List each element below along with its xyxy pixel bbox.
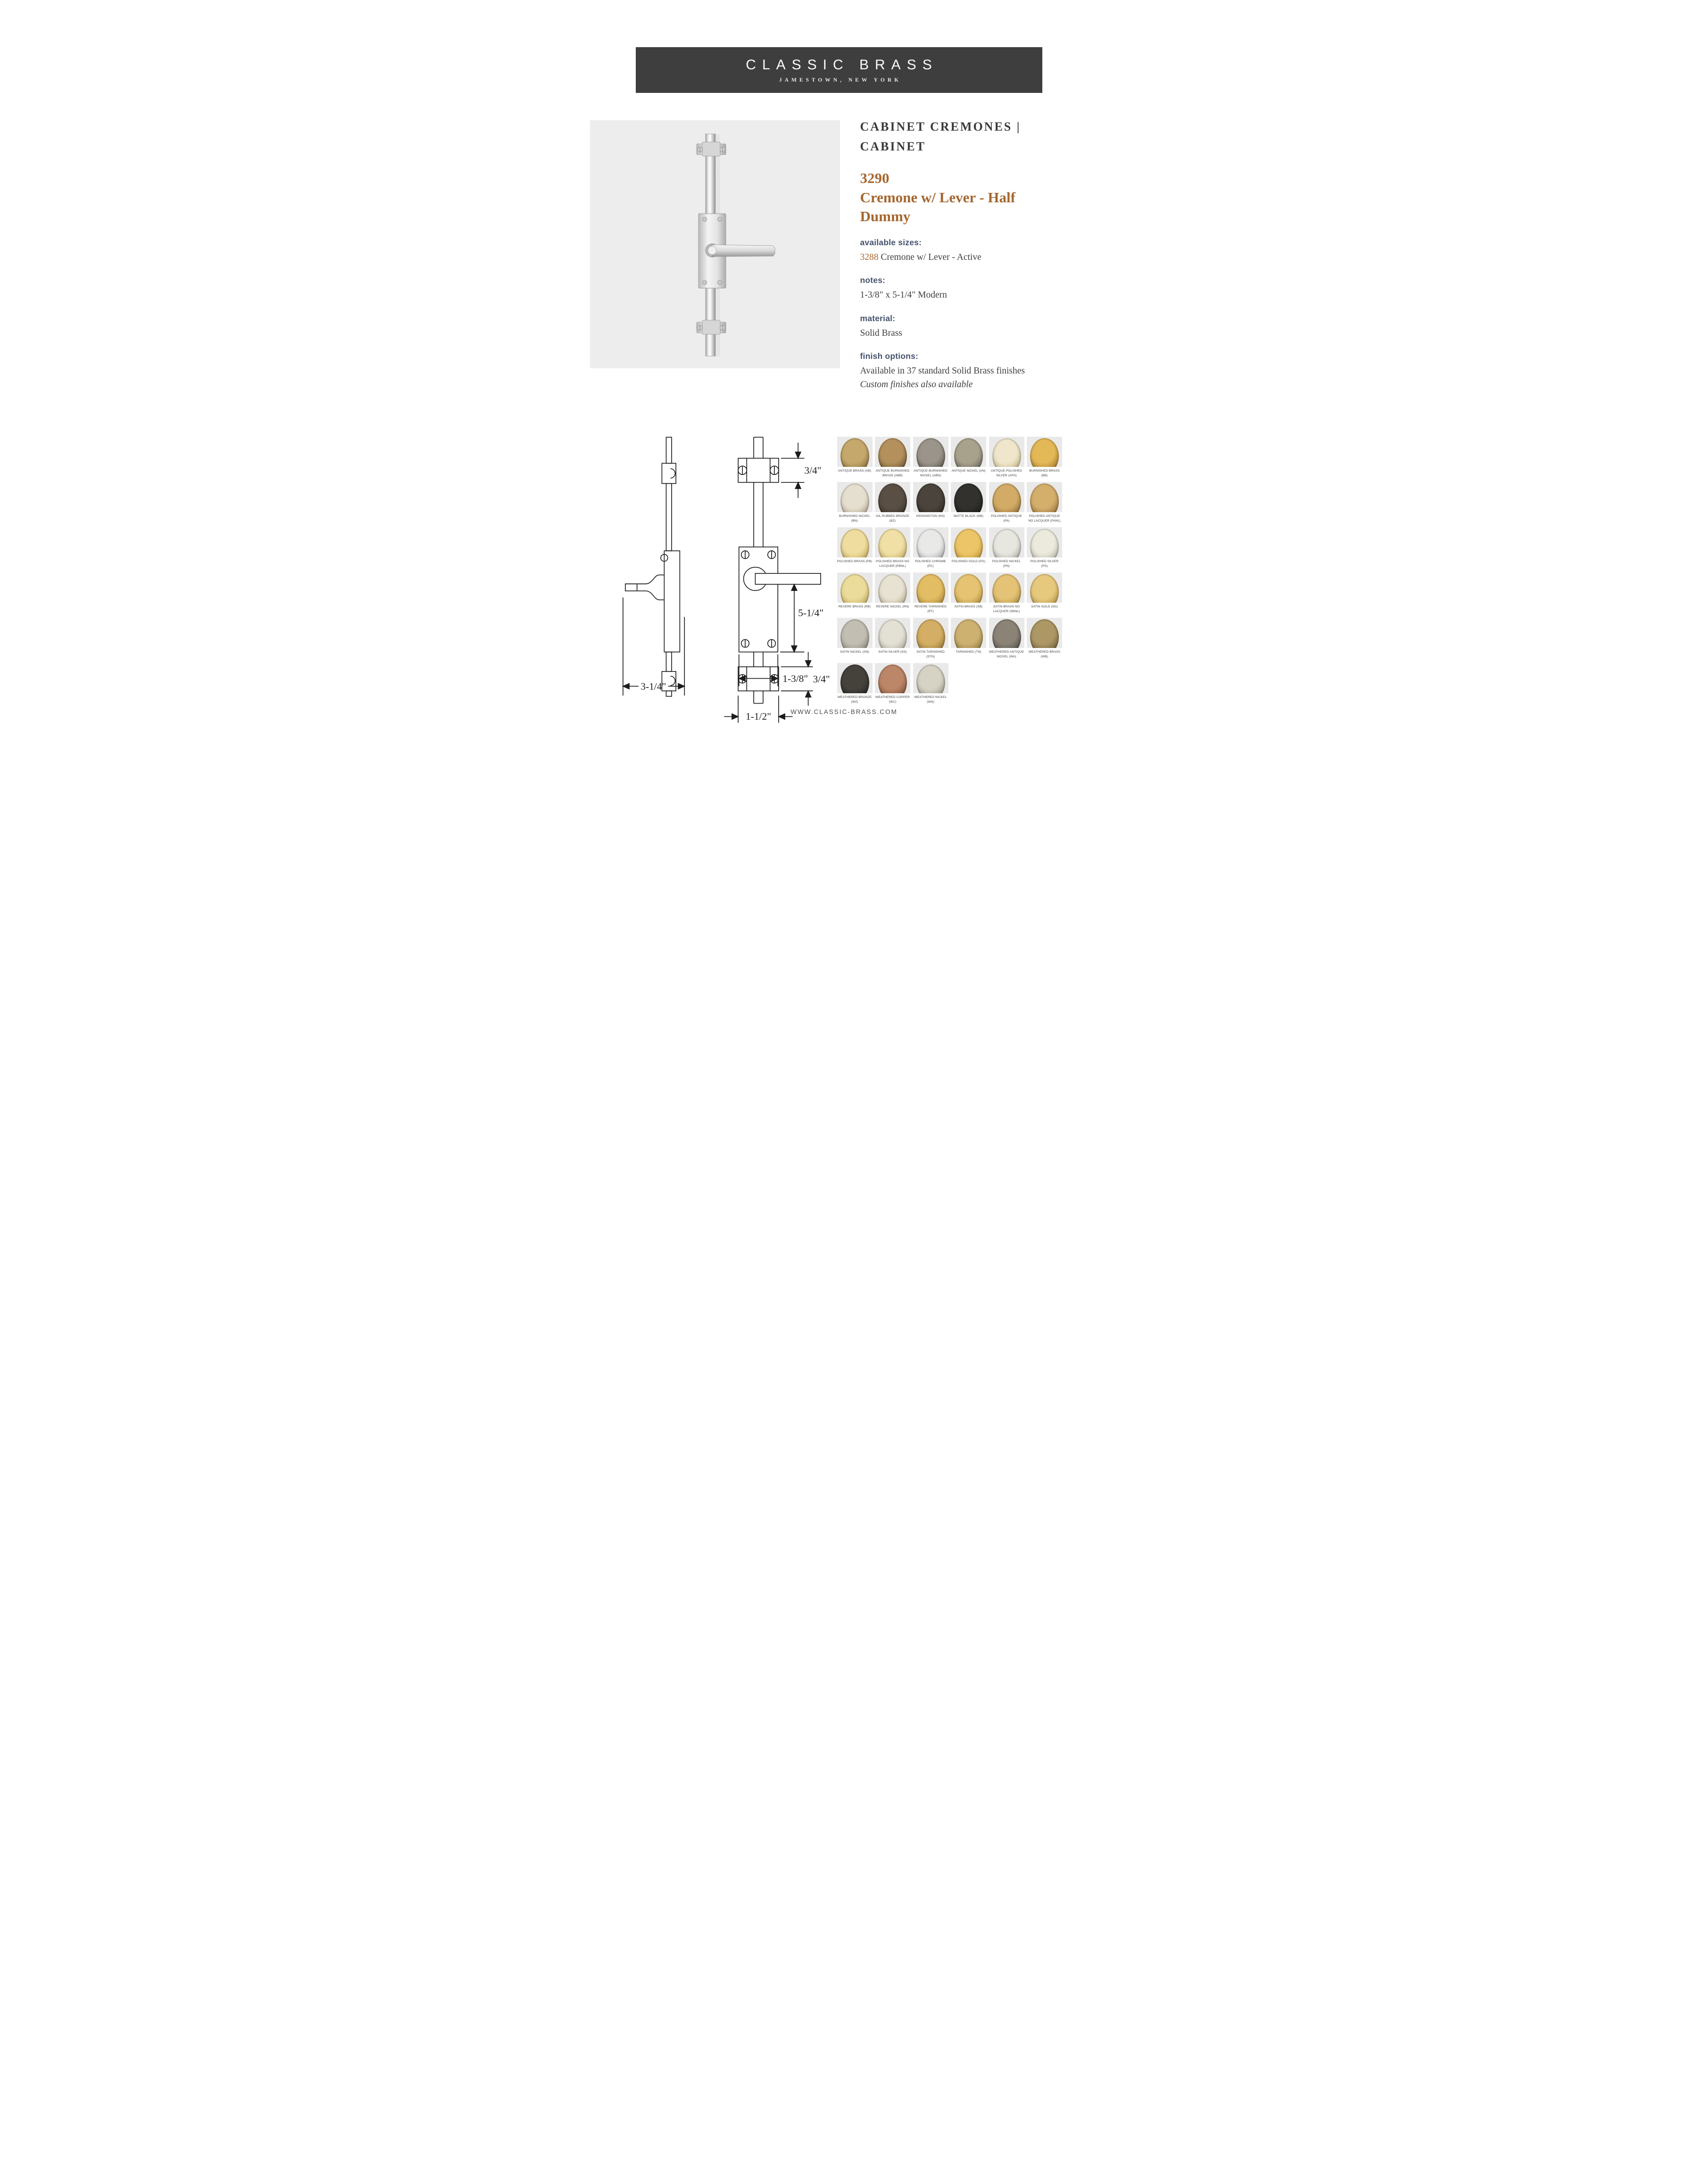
notes-value: 1-3/8" x 5-1/4" Modern [860, 290, 947, 300]
finish-options-value: Available in 37 standard Solid Brass finishes [860, 366, 1025, 376]
finish-label: SATIN GOLD (SG) [1031, 605, 1058, 609]
finish-swatch [989, 527, 1024, 568]
knob-icon [840, 438, 869, 467]
knob-icon [992, 483, 1021, 512]
finish-knob-image [1027, 482, 1062, 512]
brand-location: JAMESTOWN, NEW YORK [779, 77, 902, 83]
knob-icon [954, 483, 983, 512]
finish-swatch [875, 573, 910, 614]
finish-knob-image [951, 527, 986, 557]
finish-knob-image [875, 618, 910, 648]
finish-knob-image [989, 573, 1024, 603]
side-view [623, 437, 684, 696]
knob-icon [954, 574, 983, 603]
finish-knob-image [913, 573, 948, 603]
knob-icon [840, 574, 869, 603]
finish-swatch [837, 527, 873, 568]
finish-knob-image [875, 573, 910, 603]
dim-side-depth: 3-1/4" [640, 681, 666, 692]
product-code: 3290 [860, 170, 890, 187]
category-heading: CABINET CREMONES | CABINET [860, 120, 1021, 154]
finish-label: ANTIQUE BURNISHED BRASS (ABB) [875, 469, 910, 477]
dim-plate-height: 5-1/4" [798, 607, 823, 619]
finish-label: SATIN BRASS (SB) [954, 605, 983, 609]
knob-icon [954, 438, 983, 467]
finish-label: ANTIQUE BRASS (AB) [838, 469, 872, 473]
finish-swatch [951, 482, 986, 523]
finish-label: WEATHERED ANTIQUE NICKEL (WA) [989, 650, 1024, 658]
finish-label: POLISHED BRASS (PB) [837, 560, 873, 564]
knob-icon [840, 664, 869, 693]
finish-swatch [875, 527, 910, 568]
finish-knob-image [1027, 527, 1062, 557]
finish-swatch [837, 573, 873, 614]
knob-icon [1030, 483, 1059, 512]
brand-name: CLASSIC BRASS [746, 57, 938, 73]
finish-swatch [875, 618, 910, 659]
finish-label: WEATHERED NICKEL (WN) [914, 696, 947, 704]
material-label: material: [860, 313, 896, 323]
spec-sheet-page [553, 0, 1135, 753]
finish-knob-image [875, 527, 910, 557]
finish-label: POLISHED NICKEL (PN) [992, 560, 1021, 568]
finish-swatch [913, 437, 948, 478]
finish-label: WEATHERED BRASS (WB) [1028, 650, 1061, 658]
finish-label: SATIN TARNISHED (STN) [916, 650, 945, 658]
front-view [724, 437, 830, 723]
knob-icon [916, 483, 945, 512]
finish-label: REVERE TARNISHED (RT) [914, 605, 947, 613]
finish-label: WEATHERED COPPER (WC) [875, 696, 910, 704]
sizes-value [860, 251, 1075, 264]
finish-swatch [837, 663, 873, 704]
knob-icon [1030, 574, 1059, 603]
finish-knob-image [989, 618, 1024, 648]
product-photo [590, 120, 840, 368]
knob-icon [878, 483, 907, 512]
knob-icon [992, 574, 1021, 603]
finish-label: POLISHED BRASS NO LACQUER (PBNL) [876, 560, 909, 568]
finish-swatch [989, 618, 1024, 659]
finish-knob-image [951, 573, 986, 603]
finish-knob-image [1027, 437, 1062, 467]
knob-icon [840, 483, 869, 512]
finish-swatch [875, 663, 910, 704]
knob-icon [992, 619, 1021, 648]
dim-guide-width: 1-1/2" [745, 711, 771, 722]
sizes-label: available sizes: [860, 238, 922, 248]
finish-knob-image [1027, 573, 1062, 603]
finish-label: OIL RUBBED BRONZE (BZ) [876, 515, 909, 523]
knob-icon [992, 529, 1021, 557]
finish-label: SATIN SILVER (SS) [878, 650, 907, 654]
knob-icon [878, 664, 907, 693]
finish-label: TARNISHED (TN) [956, 650, 981, 654]
finish-knob-image [913, 618, 948, 648]
knob-icon [992, 438, 1021, 467]
finish-swatch [989, 573, 1024, 614]
finish-label: REVERE NICKEL (RN) [876, 605, 909, 609]
finish-swatch [837, 437, 873, 478]
finish-label: POLISHED ANTIQUE (PA) [991, 515, 1022, 523]
knob-icon [840, 619, 869, 648]
finish-label: POLISHED ANTIQUE NO LACQUER (PANL) [1028, 515, 1061, 523]
finish-swatch-grid [837, 437, 1063, 705]
finish-knob-image [951, 482, 986, 512]
finish-label: REVERE BRASS (RB) [838, 605, 871, 609]
knob-icon [954, 619, 983, 648]
finish-swatch [951, 437, 986, 478]
dim-plate-width: 1-3/8" [782, 673, 808, 685]
finish-knob-image [837, 482, 873, 512]
finish-label: ANTIQUE BURNISHED NICKEL (ABN) [914, 469, 948, 477]
knob-icon [878, 574, 907, 603]
product-title: Cremone w/ Lever - Half Dummy [860, 189, 1015, 224]
finish-label: POLISHED GOLD (PG) [951, 560, 986, 564]
product-info [860, 117, 1075, 391]
finish-swatch [837, 618, 873, 659]
finish-swatch [1027, 482, 1062, 523]
finish-knob-image [913, 663, 948, 693]
finish-knob-image [1027, 618, 1062, 648]
knob-icon [840, 529, 869, 557]
finish-label: MATTE BLACK (MB) [953, 515, 984, 518]
finish-knob-image [837, 618, 873, 648]
finish-label: SATIN NICKEL (SN) [840, 650, 869, 654]
finish-label: SATIN BRASS NO LACQUER (SBNL) [993, 605, 1020, 613]
finish-knob-image [837, 663, 873, 693]
finish-swatch [913, 482, 948, 523]
finish-knob-image [837, 527, 873, 557]
knob-icon [878, 438, 907, 467]
finish-label: BURNISHED NICKEL (BN) [839, 515, 871, 523]
finish-swatch [1027, 573, 1062, 614]
knob-icon [916, 664, 945, 693]
knob-icon [916, 438, 945, 467]
technical-drawings [618, 434, 836, 730]
finish-swatch [913, 527, 948, 568]
knob-icon [1030, 438, 1059, 467]
finish-swatch [989, 482, 1024, 523]
finish-label: POLISHED CHROME (PC) [915, 560, 946, 568]
cremone-bolt-image [590, 120, 840, 368]
finish-knob-image [913, 437, 948, 467]
finish-label: POLISHED SILVER (PS) [1030, 560, 1059, 568]
finish-knob-image [913, 527, 948, 557]
sizes-code: 3288 [860, 252, 879, 263]
knob-icon [878, 619, 907, 648]
finish-swatch [989, 437, 1024, 478]
finish-knob-image [951, 437, 986, 467]
material-value: Solid Brass [860, 328, 902, 338]
finish-knob-image [875, 437, 910, 467]
finish-swatch [1027, 527, 1062, 568]
finish-swatch [875, 437, 910, 478]
finish-knob-image [989, 527, 1024, 557]
finish-knob-image [989, 482, 1024, 512]
brand-banner [636, 47, 1042, 93]
finish-swatch [951, 527, 986, 568]
dim-bottom-guide: 3/4" [813, 673, 830, 685]
knob-icon [1030, 529, 1059, 557]
finish-swatch [875, 482, 910, 523]
finish-knob-image [951, 618, 986, 648]
knob-icon [916, 619, 945, 648]
finish-swatch [951, 618, 986, 659]
knob-icon [916, 529, 945, 557]
footer-url: WWW.CLASSIC-BRASS.COM [790, 708, 898, 715]
finish-label: WEATHERED BRONZE (WZ) [837, 696, 872, 704]
sizes-text: Cremone w/ Lever - Active [878, 252, 981, 263]
finish-label: ANTIQUE NICKEL (AN) [951, 469, 986, 473]
finish-swatch [913, 573, 948, 614]
finish-label: BURNISHED BRASS (BB) [1029, 469, 1060, 477]
finish-swatch [1027, 618, 1062, 659]
finish-swatch [951, 573, 986, 614]
knob-icon [916, 574, 945, 603]
finish-options-custom: Custom finishes also available [860, 380, 973, 390]
finish-swatch [837, 482, 873, 523]
finish-knob-image [989, 437, 1024, 467]
finish-options-label: finish options: [860, 351, 919, 361]
finish-knob-image [875, 663, 910, 693]
finish-knob-image [913, 482, 948, 512]
dim-top-guide: 3/4" [804, 465, 822, 476]
knob-icon [878, 529, 907, 557]
finish-label: KENSINGTON (KN) [916, 515, 945, 518]
knob-icon [954, 529, 983, 557]
finish-knob-image [837, 573, 873, 603]
finish-swatch [913, 663, 948, 704]
finish-knob-image [837, 437, 873, 467]
finish-knob-image [875, 482, 910, 512]
finish-swatch [913, 618, 948, 659]
finish-swatch [1027, 437, 1062, 478]
finish-label: ANTIQUE POLISHED SILVER (APS) [990, 469, 1023, 477]
notes-label: notes: [860, 275, 886, 285]
knob-icon [1030, 619, 1059, 648]
